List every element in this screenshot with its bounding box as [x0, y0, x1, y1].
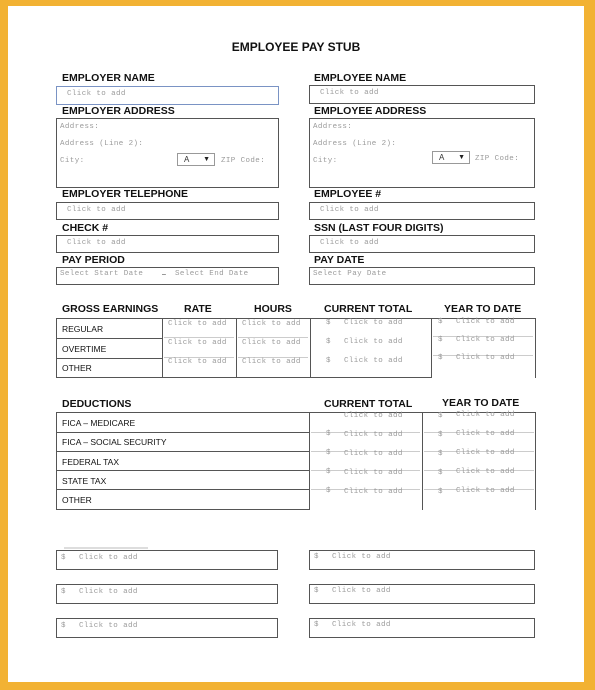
deduction-row-social-security: FICA – SOCIAL SECURITY: [62, 437, 167, 447]
hours-regular-field[interactable]: Click to add: [242, 320, 301, 328]
deduction-row-federal-tax: FEDERAL TAX: [62, 457, 119, 467]
dollar-sign: $: [326, 449, 331, 457]
pay-period-box: [56, 267, 279, 285]
dollar-sign: $: [438, 469, 443, 477]
rate-regular-field[interactable]: Click to add: [168, 320, 227, 328]
employee-number-placeholder: Click to add: [320, 206, 379, 214]
pay-date-field[interactable]: [309, 267, 535, 285]
dollar-sign: $: [438, 450, 443, 458]
check-number-field[interactable]: [56, 235, 279, 253]
ssn-field[interactable]: [309, 235, 535, 253]
earnings-ytd-regular-field[interactable]: Click to add: [456, 318, 515, 326]
earnings-row-regular: REGULAR: [62, 324, 104, 334]
date-dash-icon: –: [162, 271, 166, 278]
ssn-placeholder: Click to add: [320, 239, 379, 247]
page-title: EMPLOYEE PAY STUB: [231, 40, 361, 54]
summary-right-field-3-placeholder: Click to add: [332, 621, 391, 629]
deduction-row-other: OTHER: [62, 495, 92, 505]
deduction-current-other-field[interactable]: Click to add: [344, 488, 403, 496]
employee-state-select[interactable]: [432, 151, 470, 164]
dollar-sign: $: [61, 622, 66, 630]
summary-right-field-1[interactable]: [309, 550, 535, 570]
dollar-sign: $: [326, 357, 331, 365]
deductions-ytd-header: YEAR TO DATE: [442, 397, 520, 409]
dollar-sign: $: [438, 412, 443, 420]
employer-address-line2[interactable]: Address (Line 2):: [60, 140, 144, 148]
summary-left-field-2-placeholder: Click to add: [79, 588, 138, 596]
earnings-current-overtime-field[interactable]: Click to add: [344, 338, 403, 346]
summary-right-field-2[interactable]: [309, 584, 535, 604]
rate-overtime-field[interactable]: Click to add: [168, 339, 227, 347]
employer-telephone-field[interactable]: [56, 202, 279, 220]
employer-name-label: EMPLOYER NAME: [62, 72, 155, 84]
earnings-current-regular-field[interactable]: Click to add: [344, 319, 403, 327]
deduction-row-medicare: FICA – MEDICARE: [62, 418, 136, 428]
dollar-sign: $: [438, 431, 443, 439]
employee-number-field[interactable]: [309, 202, 535, 220]
employee-address-label: EMPLOYEE ADDRESS: [314, 105, 427, 117]
dollar-sign: $: [314, 621, 319, 629]
earnings-current-total-header: CURRENT TOTAL: [324, 303, 413, 315]
rate-other-field[interactable]: Click to add: [168, 358, 227, 366]
hours-overtime-field[interactable]: Click to add: [242, 339, 301, 347]
employer-address-box: [56, 118, 279, 188]
deduction-ytd-medicare-field[interactable]: Click to add: [456, 411, 515, 419]
employer-zip-field[interactable]: ZIP Code:: [221, 157, 266, 165]
hours-other-field[interactable]: Click to add: [242, 358, 301, 366]
employee-address-line2[interactable]: Address (Line 2):: [313, 140, 397, 148]
deduction-current-federal-field[interactable]: Click to add: [344, 450, 403, 458]
employer-address-label: EMPLOYER ADDRESS: [62, 105, 175, 117]
employer-name-placeholder: Click to add: [67, 90, 126, 98]
chevron-down-icon: ▼: [203, 156, 210, 163]
employer-telephone-placeholder: Click to add: [67, 206, 126, 214]
employer-state-select[interactable]: [177, 153, 215, 166]
deduction-ytd-other-field[interactable]: Click to add: [456, 487, 515, 495]
earnings-ytd-header: YEAR TO DATE: [444, 303, 522, 315]
summary-right-field-3[interactable]: [309, 618, 535, 638]
dollar-sign: $: [438, 336, 443, 344]
deduction-ytd-social-security-field[interactable]: Click to add: [456, 430, 515, 438]
pay-stub-page: [8, 6, 584, 682]
deduction-current-state-field[interactable]: Click to add: [344, 469, 403, 477]
hours-header: HOURS: [254, 303, 292, 315]
deduction-row-state-tax: STATE TAX: [62, 476, 107, 486]
dollar-sign: $: [61, 588, 66, 596]
employer-address-line1[interactable]: Address:: [60, 123, 100, 131]
employee-state-value: A: [439, 153, 445, 162]
deduction-current-social-security-field[interactable]: Click to add: [344, 431, 403, 439]
faded-label-line: [64, 547, 148, 549]
deduction-ytd-state-field[interactable]: Click to add: [456, 468, 515, 476]
pay-period-start[interactable]: Select Start Date: [60, 270, 144, 278]
earnings-ytd-overtime-field[interactable]: Click to add: [456, 336, 515, 344]
gross-earnings-header: GROSS EARNINGS: [62, 303, 159, 315]
employer-name-field[interactable]: [56, 86, 279, 105]
summary-left-field-3[interactable]: [56, 618, 278, 638]
deduction-ytd-federal-field[interactable]: Click to add: [456, 449, 515, 457]
dollar-sign: $: [326, 430, 331, 438]
dollar-sign: $: [326, 487, 331, 495]
employee-city-field[interactable]: City:: [313, 157, 338, 165]
dollar-sign: $: [326, 319, 331, 327]
summary-left-field-2[interactable]: [56, 584, 278, 604]
earnings-ytd-other-field[interactable]: Click to add: [456, 354, 515, 362]
dollar-sign: $: [314, 587, 319, 595]
dollar-sign: $: [314, 553, 319, 561]
earnings-row-overtime: OVERTIME: [62, 344, 107, 354]
employee-name-placeholder: Click to add: [320, 89, 379, 97]
employer-city-field[interactable]: City:: [60, 157, 85, 165]
dollar-sign: $: [438, 488, 443, 496]
dollar-sign: $: [326, 468, 331, 476]
dollar-sign: $: [326, 338, 331, 346]
earnings-current-other-field[interactable]: Click to add: [344, 357, 403, 365]
deduction-current-medicare-field[interactable]: Click to add: [344, 412, 403, 420]
summary-left-field-1-placeholder: Click to add: [79, 554, 138, 562]
check-number-label: CHECK #: [62, 222, 109, 234]
dollar-sign: $: [438, 354, 443, 362]
employee-address-line1[interactable]: Address:: [313, 123, 353, 131]
summary-right-field-2-placeholder: Click to add: [332, 587, 391, 595]
summary-left-field-1[interactable]: [56, 550, 278, 570]
pay-period-label: PAY PERIOD: [62, 254, 125, 266]
check-number-placeholder: Click to add: [67, 239, 126, 247]
employer-telephone-label: EMPLOYER TELEPHONE: [62, 188, 189, 200]
pay-period-end[interactable]: Select End Date: [175, 270, 249, 278]
pay-date-placeholder: Select Pay Date: [313, 270, 387, 278]
employee-name-field[interactable]: [309, 85, 535, 104]
dollar-sign: $: [438, 318, 443, 326]
employer-state-value: A: [184, 155, 190, 164]
summary-left-field-3-placeholder: Click to add: [79, 622, 138, 630]
earnings-row-other: OTHER: [62, 363, 92, 373]
employee-number-label: EMPLOYEE #: [314, 188, 382, 200]
employee-address-box: [309, 118, 535, 188]
rate-header: RATE: [184, 303, 212, 315]
ssn-label: SSN (LAST FOUR DIGITS): [314, 222, 444, 234]
summary-right-field-1-placeholder: Click to add: [332, 553, 391, 561]
chevron-down-icon: ▼: [458, 154, 465, 161]
pay-date-label: PAY DATE: [314, 254, 365, 266]
employee-name-label: EMPLOYEE NAME: [314, 72, 407, 84]
deductions-current-total-header: CURRENT TOTAL: [324, 398, 413, 410]
dollar-sign: $: [61, 554, 66, 562]
employee-zip-field[interactable]: ZIP Code:: [475, 155, 520, 163]
deductions-header: DEDUCTIONS: [62, 398, 132, 410]
